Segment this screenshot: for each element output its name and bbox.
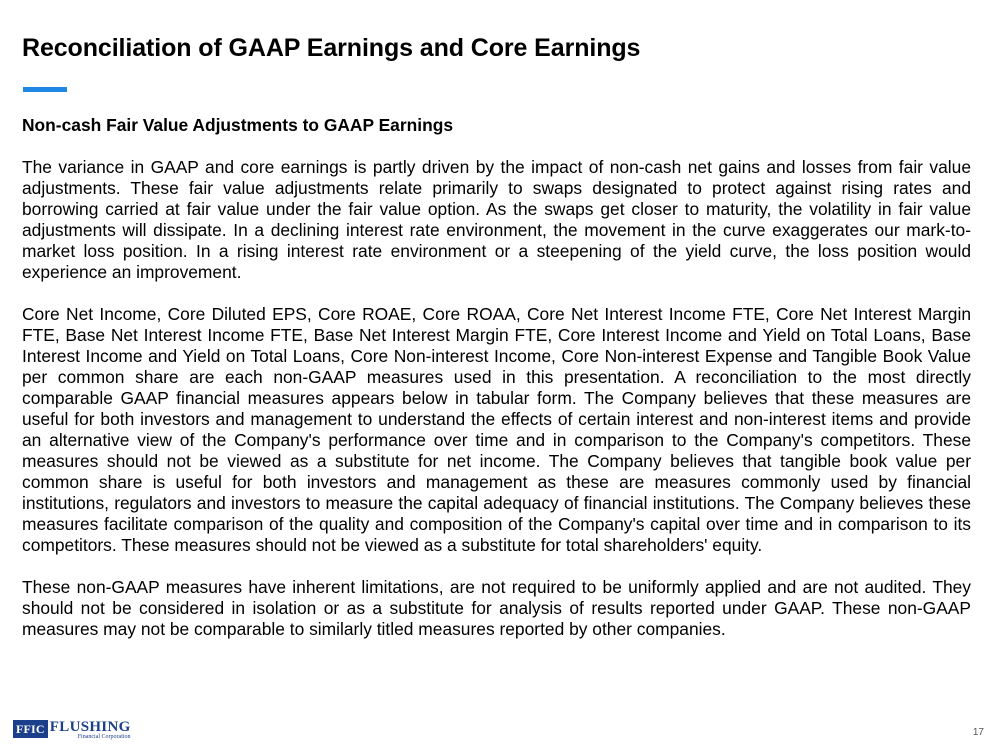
paragraph-fair-value: The variance in GAAP and core earnings is partly driven by the impact of non-cash net gains and losses from fair value adjustments. These fair value adjustments relate primarily to swaps designated to protect against rising rates and borrowing carried at fair value under the fair value option. As the swaps get closer to maturity, the volatility in fair value adjustments will dissipate. In a declining interest rate environment, the movement in the curve exaggerates our mark-to-market loss position. In a rising interest rate environment or a steepening of the yield curve, the loss position would experience an improvement.	[22, 157, 971, 282]
logo-sub-text: Financial Corporation	[77, 734, 131, 740]
content-body	[22, 115, 971, 640]
section-subtitle: Non-cash Fair Value Adjustments to GAAP Earnings	[22, 115, 453, 135]
page-title: Reconciliation of GAAP Earnings and Core Earnings	[22, 34, 641, 62]
title-accent-bar	[23, 87, 67, 92]
paragraph-limitations: These non-GAAP measures have inherent limitations, are not required to be uniformly applied and are not audited. They should not be considered in isolation or as a substitute for analysis of results reported under GAAP. These non-GAAP measures may not be comparable to similarly titled measures reported by other companies.	[22, 577, 971, 639]
logo-main-text: FLUSHING	[49, 719, 131, 735]
paragraph-non-gaap-measures: Core Net Income, Core Diluted EPS, Core ROAE, Core ROAA, Core Net Interest Income FTE, Core Net Interest Margin FTE, Base Net Interest Income FTE, Base Net Interest Margin FTE, Core Interest Income and Yield on Total Loans, Base Interest Income and Yield on Total Loans, Core Non-interest Income, Core Non-interest Expense and Tangible Book Value per common share are each non-GAAP measures used in this presentation. A reconciliation to the most directly comparable GAAP financial measures appears below in tabular form. The Company believes that these measures are useful for both investors and management to understand the effects of certain interest and non-interest items and provide an alternative view of the Company's performance over time and in comparison to the Company's competitors. These measures should not be viewed as a substitute for net income. The Company believes that tangible book value per common share is useful for both investors and management as these are measures commonly used by financial institutions, regulators and investors to measure the capital adequacy of financial institutions. The Company believes these measures facilitate comparison of the quality and composition of the Company's capital over time and in comparison to its competitors. These measures should not be viewed as a substitute for total shareholders' equity.	[22, 304, 971, 555]
logo-badge: FFIC	[13, 720, 48, 738]
page-number: 17	[972, 727, 984, 738]
logo-wordmark	[50, 720, 131, 741]
company-logo	[13, 720, 131, 744]
